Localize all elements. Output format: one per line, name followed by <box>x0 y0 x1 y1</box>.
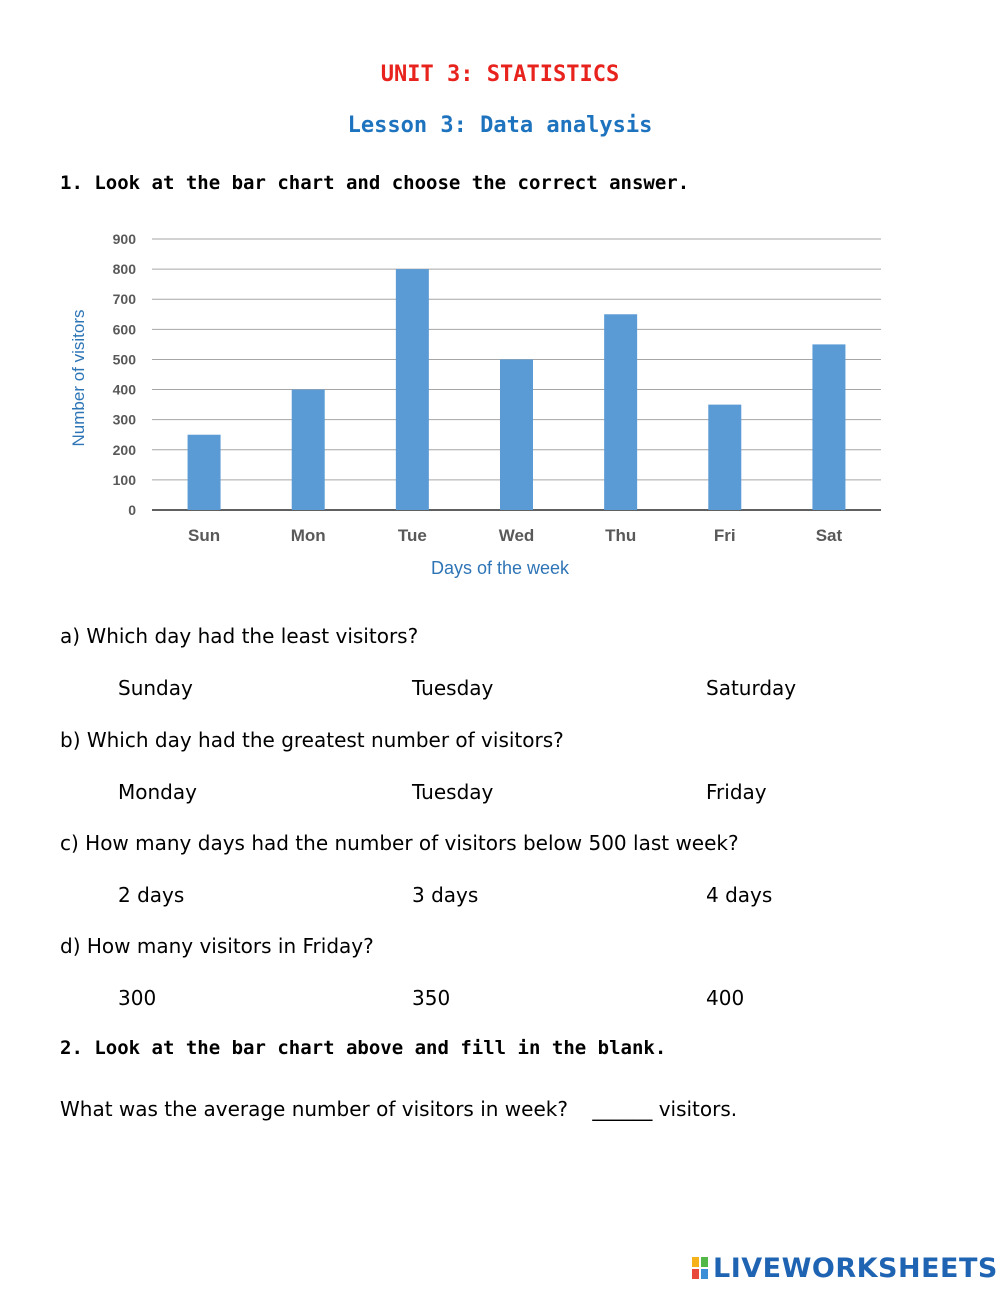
x-tick-label: Tue <box>397 526 427 545</box>
x-tick-label: Fri <box>713 526 736 545</box>
answer-option[interactable]: 300 <box>118 986 157 1010</box>
unit-title: UNIT 3: STATISTICS <box>380 62 620 87</box>
x-tick-label: Thu <box>605 526 637 545</box>
fill-question-text: What was the average number of visitors in week? <box>60 1097 568 1121</box>
y-axis-ticks <box>113 231 137 518</box>
bar-sat <box>812 344 845 510</box>
answer-option[interactable]: Monday <box>118 780 197 804</box>
bar-thu <box>604 314 637 510</box>
logo-mark-icon <box>691 1256 709 1280</box>
y-tick-label: 300 <box>112 411 136 428</box>
answer-option[interactable]: Tuesday <box>412 676 494 700</box>
answer-option[interactable]: 350 <box>412 986 451 1010</box>
logo-square <box>691 1256 700 1268</box>
y-tick-label: 700 <box>112 291 136 308</box>
y-tick-label: 0 <box>128 502 136 518</box>
answer-unit: visitors. <box>658 1097 738 1121</box>
y-tick-label: 800 <box>112 261 136 278</box>
y-tick-label: 600 <box>112 321 136 338</box>
x-axis-title: Days of the week <box>430 558 570 578</box>
x-tick-label: Mon <box>290 526 326 545</box>
answer-option[interactable]: 3 days <box>412 883 479 907</box>
answer-option[interactable]: 4 days <box>706 883 773 907</box>
logo-square <box>700 1256 709 1268</box>
y-axis-title: Number of visitors <box>69 309 88 447</box>
y-tick-label: 500 <box>112 351 136 368</box>
question-text: c) How many days had the number of visitors below 500 last week? <box>60 831 739 855</box>
bar-chart <box>0 220 1000 590</box>
logo-square <box>700 1268 709 1280</box>
answer-option[interactable]: Friday <box>706 780 767 804</box>
logo-text: LIVEWORKSHEETS <box>713 1252 998 1284</box>
answer-option[interactable]: Saturday <box>706 676 797 700</box>
x-axis-ticks <box>188 526 842 545</box>
x-tick-label: Sat <box>815 526 843 545</box>
y-tick-label: 200 <box>112 441 136 458</box>
bar-tue <box>396 269 429 510</box>
x-tick-label: Sun <box>188 526 221 545</box>
answer-option[interactable]: 2 days <box>118 883 185 907</box>
fill-in-question <box>60 1097 737 1121</box>
bar-wed <box>500 359 533 510</box>
x-tick-label: Wed <box>498 526 535 545</box>
liveworksheets-logo <box>691 1253 998 1283</box>
y-tick-label: 900 <box>112 231 136 247</box>
answer-option[interactable]: Tuesday <box>412 780 494 804</box>
answer-blank[interactable]: ______ <box>592 1097 653 1121</box>
bar-sun <box>188 435 221 510</box>
question-text: b) Which day had the greatest number of visitors? <box>60 728 564 752</box>
bar-mon <box>292 390 325 510</box>
exercise-1-heading: 1. Look at the bar chart and choose the correct answer. <box>60 172 690 194</box>
y-tick-label: 100 <box>112 471 136 488</box>
question-text: d) How many visitors in Friday? <box>60 934 374 958</box>
lesson-title: Lesson 3: Data analysis <box>347 113 653 138</box>
question-text: a) Which day had the least visitors? <box>60 624 419 648</box>
answer-option[interactable]: Sunday <box>118 676 193 700</box>
y-tick-label: 400 <box>112 381 136 398</box>
exercise-2-heading: 2. Look at the bar chart above and fill in the blank. <box>60 1037 667 1059</box>
answer-option[interactable]: 400 <box>706 986 745 1010</box>
logo-square <box>691 1268 700 1280</box>
bar-fri <box>708 405 741 510</box>
